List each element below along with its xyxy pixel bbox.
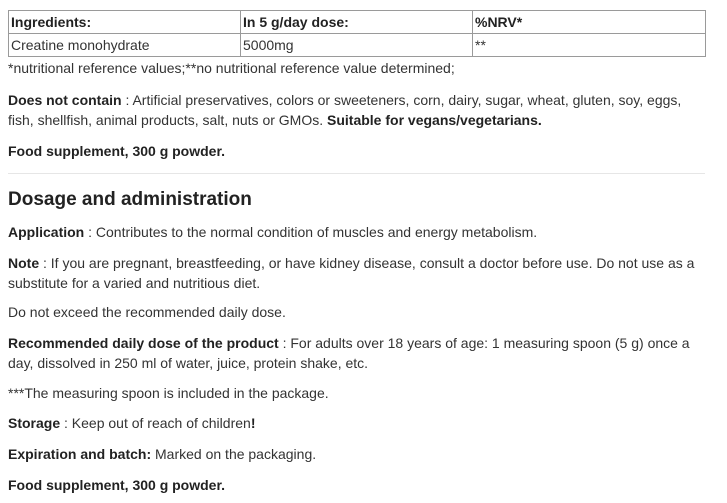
storage-label: Storage <box>8 415 61 431</box>
table-header-row <box>9 11 706 34</box>
storage-text: : Keep out of reach of children <box>60 415 251 431</box>
note-text: : If you are pregnant, breastfeeding, or have kidney disease, consult a doctor before use. Do not use as a substitute for a varied and nutritious diet. <box>8 255 695 291</box>
product-info-page <box>8 10 705 495</box>
recommended-dose-label: Recommended daily dose of the product <box>8 335 279 351</box>
food-supplement-line <box>8 141 705 161</box>
header-ingredients: Ingredients: <box>9 11 241 34</box>
cell-dose: 5000mg <box>241 34 473 57</box>
does-not-contain-paragraph <box>8 90 705 130</box>
cell-ingredient: Creatine monohydrate <box>9 34 241 57</box>
table-row <box>9 34 706 57</box>
food-supplement-text-2: Food supplement, 300 g powder. <box>8 477 226 493</box>
recommended-dose-paragraph <box>8 333 705 373</box>
expiration-text: Marked on the packaging. <box>151 446 317 462</box>
storage-paragraph <box>8 413 705 433</box>
does-not-contain-text: : Artificial preservatives, colors or sweeteners, corn, dairy, sugar, wheat, gluten, soy, eggs, fish, shellfish, animal products, salt, nuts or GMOs. <box>8 92 682 128</box>
note-label: Note <box>8 255 40 271</box>
cell-nrv: ** <box>473 34 706 57</box>
application-label: Application <box>8 224 85 240</box>
food-supplement-line-2 <box>8 475 705 495</box>
header-nrv: %NRV* <box>473 11 706 34</box>
does-not-contain-label: Does not contain <box>8 92 122 108</box>
measuring-spoon-note: ***The measuring spoon is included in the package. <box>8 385 329 401</box>
storage-exclamation: ! <box>250 415 256 431</box>
expiration-paragraph <box>8 444 705 464</box>
header-dose: In 5 g/day dose: <box>241 11 473 34</box>
ingredients-table <box>8 10 706 57</box>
recommended-dose-text: : For adults over 18 years of age: 1 measuring spoon (5 g) once a day, dissolved in 250 ml of water, juice, protein shake, etc. <box>8 335 690 371</box>
application-text: : Contributes to the normal condition of muscles and energy metabolism. <box>84 224 538 240</box>
dosage-heading: Dosage and administration <box>8 189 252 210</box>
application-paragraph <box>8 222 705 242</box>
note-paragraph <box>8 253 705 293</box>
expiration-label: Expiration and batch: <box>8 446 152 462</box>
nrv-footnote: *nutritional reference values;**no nutritional reference value determined; <box>8 60 455 76</box>
suitable-vegans-text: Suitable for vegans/vegetarians. <box>327 112 542 128</box>
section-divider <box>8 173 705 174</box>
food-supplement-text: Food supplement, 300 g powder. <box>8 143 226 159</box>
do-not-exceed-paragraph: Do not exceed the recommended daily dose. <box>8 304 286 320</box>
